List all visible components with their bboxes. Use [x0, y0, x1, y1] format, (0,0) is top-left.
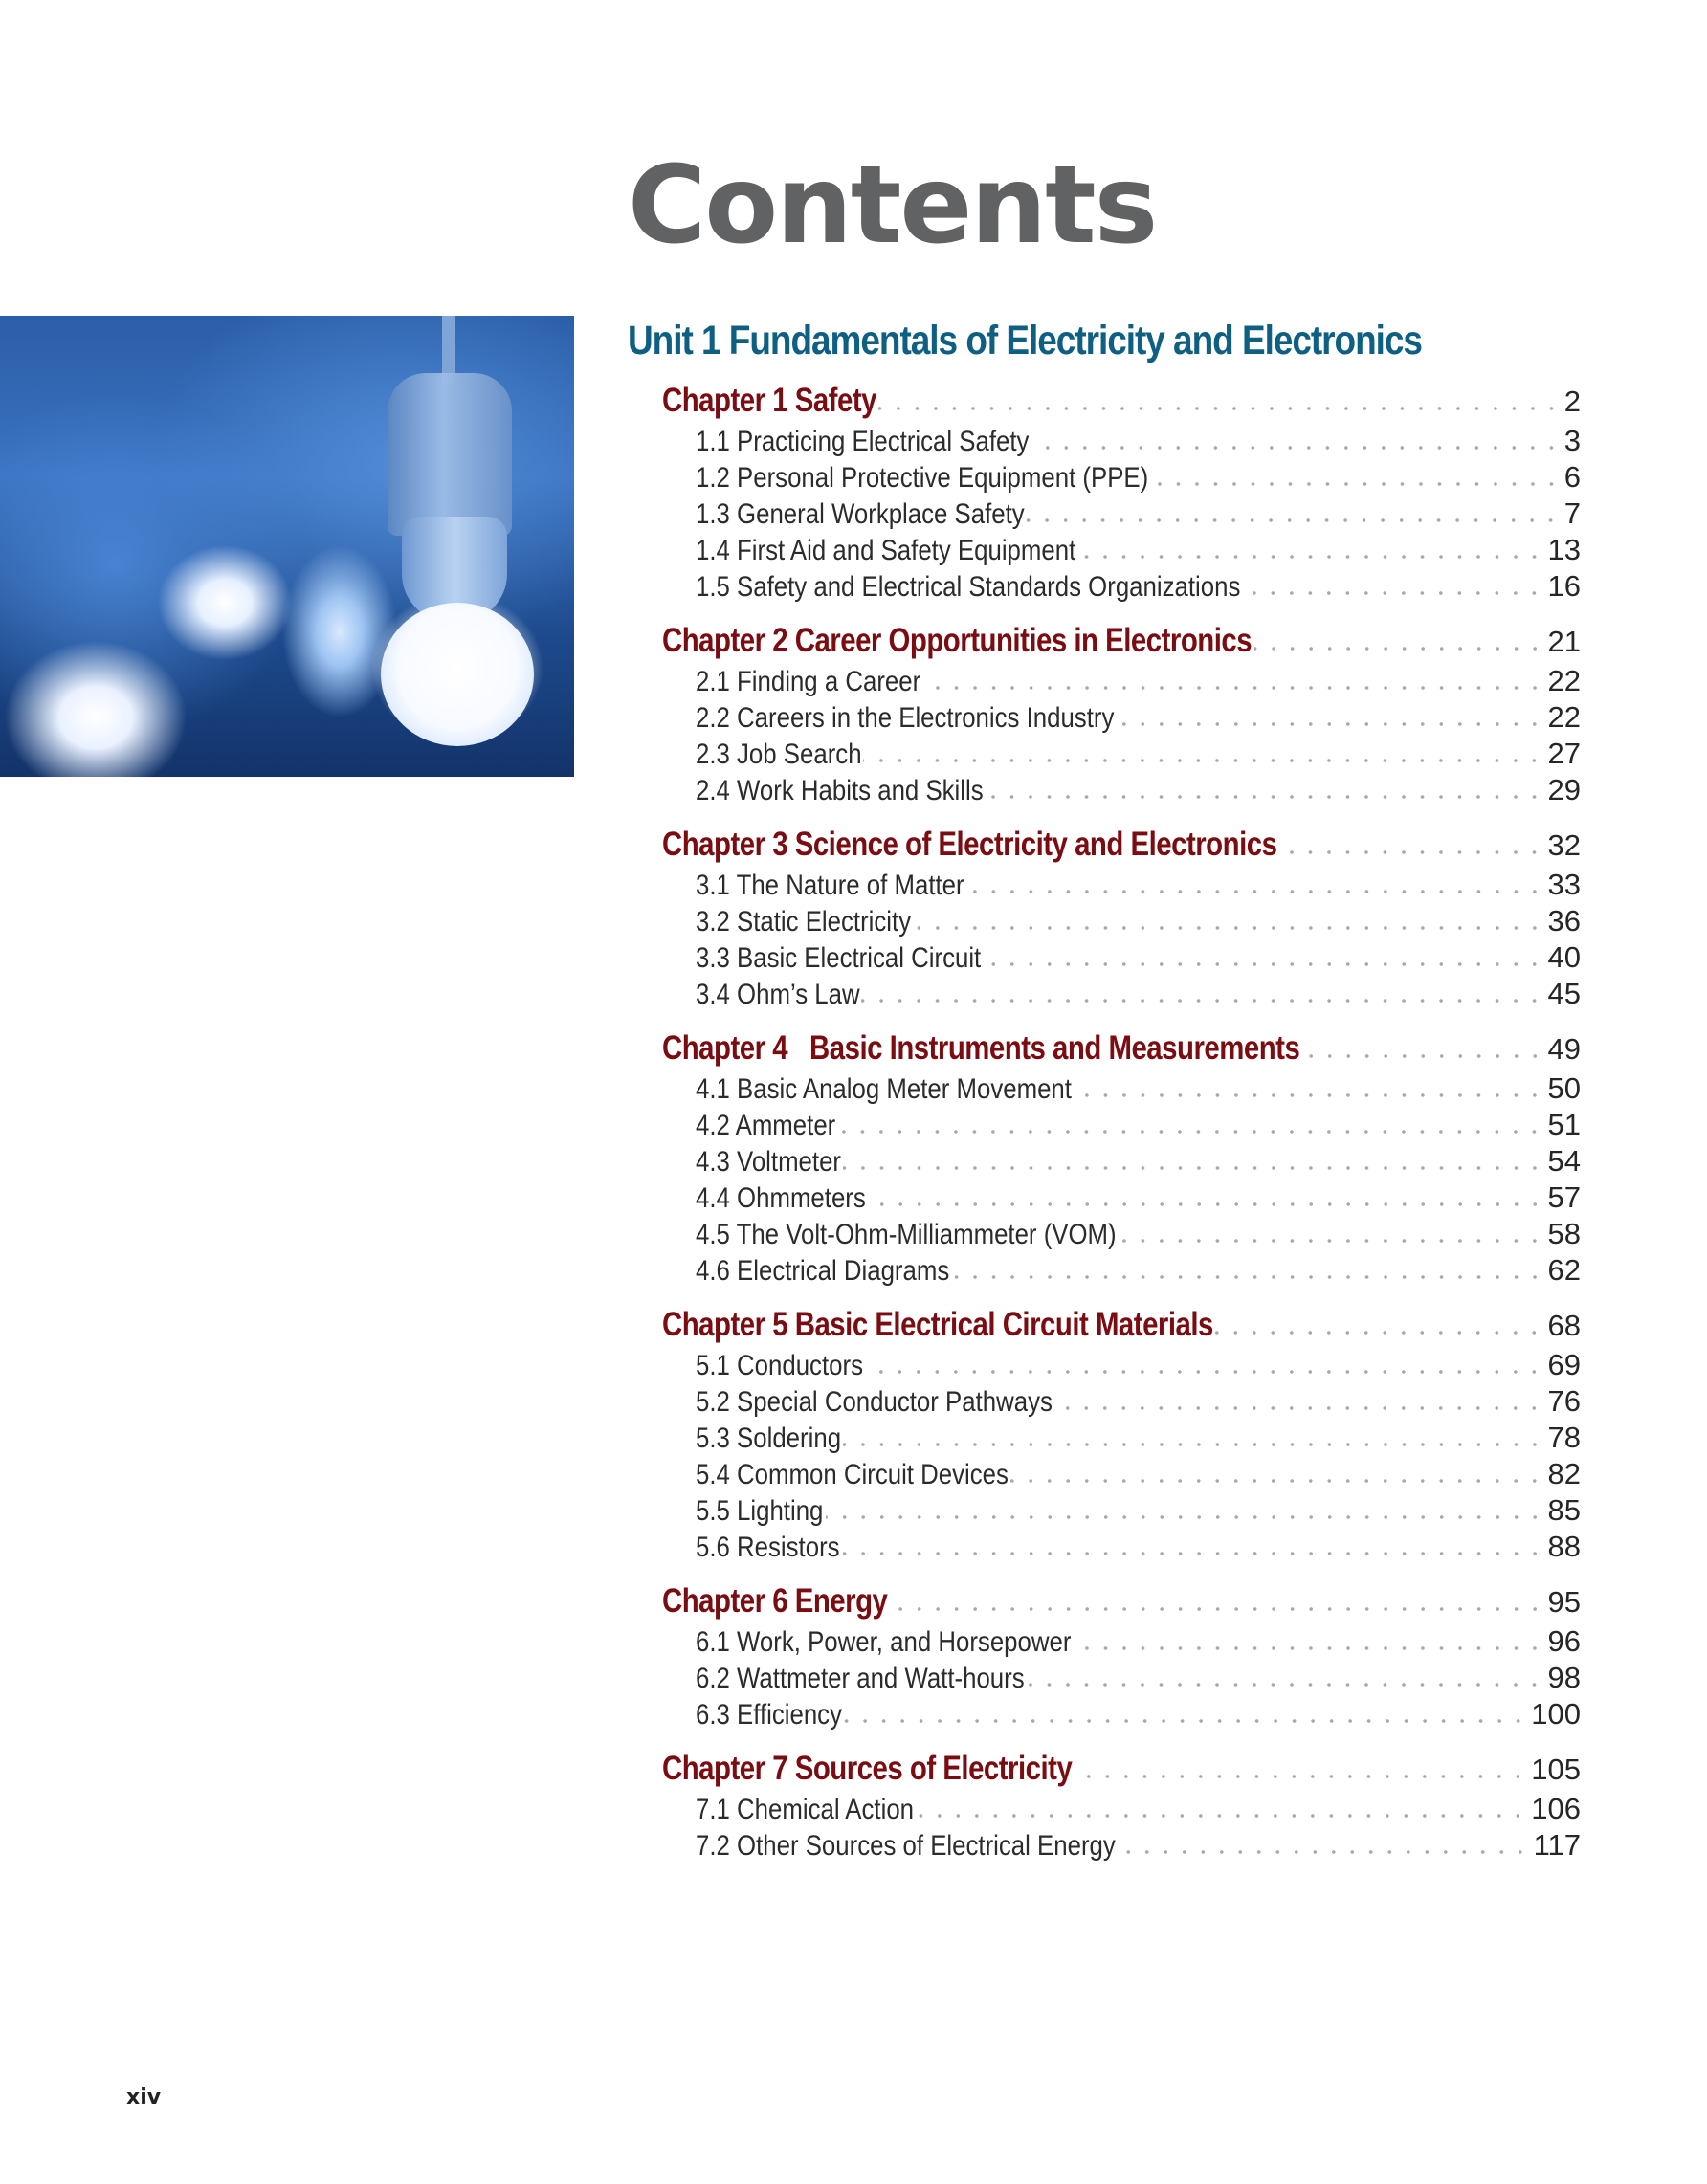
page-number: 29	[1547, 773, 1581, 806]
chapter-entry[interactable]	[662, 1026, 1581, 1070]
page-folio: xiv	[126, 2085, 162, 2109]
section-entry[interactable]	[662, 1492, 1581, 1529]
dot-leader	[843, 1166, 1544, 1170]
page-number: 78	[1547, 1421, 1581, 1454]
section-entry[interactable]	[662, 1383, 1581, 1420]
dot-leader	[1302, 1054, 1544, 1058]
page-number: 40	[1547, 940, 1581, 974]
dot-leader	[913, 926, 1544, 930]
section-title: 6.1 Work, Power, and Horsepower	[696, 1626, 1072, 1658]
dot-leader	[952, 1275, 1544, 1279]
chapter-entry[interactable]	[662, 379, 1581, 423]
dot-leader	[890, 1607, 1544, 1611]
section-title: 1.3 General Workplace Safety	[696, 498, 1025, 530]
page-number: 32	[1547, 828, 1581, 862]
page-number: 2	[1563, 385, 1581, 418]
section-title: 4.2 Ammeter	[696, 1110, 836, 1141]
section-entry[interactable]	[662, 939, 1581, 976]
table-of-contents	[662, 379, 1581, 1864]
page-number: 49	[1547, 1032, 1581, 1066]
page-number: 85	[1547, 1493, 1581, 1527]
page-number: 54	[1547, 1144, 1581, 1178]
dot-leader	[863, 759, 1543, 762]
dot-leader	[865, 1370, 1543, 1374]
dot-leader	[1074, 1093, 1544, 1097]
section-entry[interactable]	[662, 1660, 1581, 1696]
section-title: 2.3 Job Search	[696, 739, 862, 770]
dot-leader	[826, 1515, 1544, 1519]
bulb-glow-shape	[381, 603, 534, 746]
dot-leader	[1077, 555, 1543, 559]
dot-leader	[1031, 446, 1561, 450]
page-number: 96	[1547, 1624, 1581, 1658]
section-title: 4.1 Basic Analog Meter Movement	[696, 1073, 1072, 1105]
chapter-4	[662, 1026, 1581, 1289]
chapter-title: Chapter 2 Career Opportunities in Electronics	[662, 622, 1253, 659]
dot-leader	[842, 1552, 1544, 1555]
section-title: 5.6 Resistors	[696, 1532, 840, 1563]
page-number: 57	[1547, 1180, 1581, 1214]
dot-leader	[1214, 1331, 1543, 1335]
chapter-7	[662, 1747, 1581, 1864]
dot-leader	[1116, 722, 1544, 726]
page-number: 7	[1563, 496, 1581, 530]
dot-leader	[966, 890, 1544, 893]
section-entry[interactable]	[662, 1791, 1581, 1827]
section-entry[interactable]	[662, 663, 1581, 699]
section-entry[interactable]	[662, 496, 1581, 532]
section-entry[interactable]	[662, 976, 1581, 1012]
section-title: 1.1 Practicing Electrical Safety	[696, 426, 1030, 457]
page-number: 33	[1547, 868, 1581, 901]
section-entry[interactable]	[662, 1216, 1581, 1252]
dot-leader	[1026, 518, 1560, 522]
page-number: 27	[1547, 737, 1581, 770]
section-entry[interactable]	[662, 1107, 1581, 1143]
page-number: 88	[1547, 1530, 1581, 1563]
dot-leader	[844, 1719, 1527, 1723]
chapter-title: Chapter 3 Science of Electricity and Electronics	[662, 826, 1277, 863]
dot-leader	[878, 407, 1561, 410]
page-number: 22	[1547, 664, 1581, 697]
section-entry[interactable]	[662, 736, 1581, 772]
chapter-5	[662, 1303, 1581, 1565]
page-number: 98	[1547, 1661, 1581, 1694]
section-title: 3.3 Basic Electrical Circuit	[696, 942, 982, 974]
dot-leader	[1278, 850, 1543, 854]
dot-leader	[843, 1443, 1544, 1446]
section-title: 3.2 Static Electricity	[696, 906, 912, 938]
chapter-title: Chapter 7 Sources of Electricity	[662, 1750, 1073, 1787]
dot-leader	[1074, 1646, 1544, 1650]
page-number: 82	[1547, 1457, 1581, 1490]
page-number: 95	[1547, 1585, 1581, 1619]
section-entry[interactable]	[662, 1623, 1581, 1660]
section-entry[interactable]	[662, 1456, 1581, 1492]
section-entry[interactable]	[662, 903, 1581, 939]
light-bulbs-photo	[0, 316, 574, 777]
dot-leader	[1118, 1850, 1530, 1854]
page-number: 106	[1531, 1792, 1581, 1825]
chapter-1	[662, 379, 1581, 605]
dot-leader	[1026, 1683, 1543, 1687]
section-title: 6.3 Efficiency	[696, 1699, 842, 1731]
dot-leader	[868, 1202, 1544, 1206]
page-number: 45	[1547, 977, 1581, 1010]
dot-leader	[1242, 591, 1543, 595]
chapter-title: Chapter 1 Safety	[662, 382, 876, 419]
section-title: 5.1 Conductors	[696, 1350, 863, 1381]
page-title: Contents	[628, 143, 1157, 268]
dot-leader	[916, 1814, 1527, 1818]
section-title: 2.1 Finding a Career	[696, 666, 921, 697]
section-title: 3.4 Ohm’s Law	[696, 979, 860, 1010]
dot-leader	[922, 686, 1544, 690]
section-entry[interactable]	[662, 1827, 1581, 1864]
page-number: 58	[1547, 1217, 1581, 1250]
page-number: 50	[1547, 1071, 1581, 1105]
section-title: 7.2 Other Sources of Electrical Energy	[696, 1830, 1116, 1862]
page-number: 117	[1533, 1828, 1581, 1862]
chapter-6	[662, 1579, 1581, 1732]
section-title: 2.2 Careers in the Electronics Industry	[696, 702, 1115, 734]
page-number: 16	[1547, 569, 1581, 603]
section-title: 4.6 Electrical Diagrams	[696, 1255, 950, 1287]
dot-leader	[983, 962, 1544, 966]
section-entry[interactable]	[662, 1529, 1581, 1565]
section-title: 4.4 Ohmmeters	[696, 1182, 866, 1214]
section-entry[interactable]	[662, 1070, 1581, 1107]
section-entry[interactable]	[662, 1696, 1581, 1732]
page-number: 21	[1547, 625, 1581, 658]
chapter-title: Chapter 5 Basic Electrical Circuit Materials	[662, 1306, 1213, 1343]
dot-leader	[861, 999, 1543, 1003]
section-entry[interactable]	[662, 1180, 1581, 1216]
section-title: 4.5 The Volt-Ohm-Milliammeter (VOM)	[696, 1219, 1117, 1250]
section-title: 5.2 Special Conductor Pathways	[696, 1386, 1053, 1418]
page-number: 105	[1531, 1753, 1581, 1786]
section-entry[interactable]	[662, 532, 1581, 568]
page-number: 36	[1547, 904, 1581, 938]
dot-leader	[1119, 1239, 1544, 1243]
section-entry[interactable]	[662, 772, 1581, 808]
section-title: 5.3 Soldering	[696, 1423, 842, 1454]
chapter-entry[interactable]	[662, 1303, 1581, 1347]
dot-leader	[1010, 1479, 1543, 1483]
section-title: 1.4 First Aid and Safety Equipment	[696, 535, 1076, 566]
page-number: 76	[1547, 1384, 1581, 1418]
page-number: 22	[1547, 700, 1581, 734]
section-title: 7.1 Chemical Action	[696, 1794, 915, 1825]
section-entry[interactable]	[662, 459, 1581, 496]
chapter-title: Chapter 4 Basic Instruments and Measurements	[662, 1029, 1300, 1067]
chapter-entry[interactable]	[662, 1579, 1581, 1623]
page-number: 3	[1563, 424, 1581, 457]
section-title: 4.3 Voltmeter	[696, 1146, 842, 1178]
section-entry[interactable]	[662, 1347, 1581, 1383]
dot-leader	[1151, 482, 1561, 486]
chapter-2	[662, 619, 1581, 808]
dot-leader	[1053, 1406, 1543, 1410]
dot-leader	[1254, 647, 1544, 651]
page-number: 68	[1547, 1309, 1581, 1342]
section-title: 6.2 Wattmeter and Watt-hours	[696, 1663, 1025, 1694]
dot-leader	[985, 795, 1543, 799]
chapter-3	[662, 823, 1581, 1012]
section-title: 1.5 Safety and Electrical Standards Organizations	[696, 571, 1241, 603]
chapter-title: Chapter 6 Energy	[662, 1582, 888, 1620]
section-entry[interactable]	[662, 1143, 1581, 1180]
page-number: 69	[1547, 1348, 1581, 1381]
unit-heading: Unit 1 Fundamentals of Electricity and Electronics	[628, 318, 1422, 364]
page-number: 100	[1531, 1697, 1581, 1731]
section-entry[interactable]	[662, 699, 1581, 736]
page-number: 51	[1547, 1108, 1581, 1141]
page-number: 6	[1563, 460, 1581, 494]
page-number: 13	[1547, 533, 1581, 566]
bulb-socket-shape	[388, 373, 512, 536]
section-entry[interactable]	[662, 568, 1581, 605]
section-entry[interactable]	[662, 1420, 1581, 1456]
dot-leader	[1074, 1775, 1527, 1778]
dot-leader	[837, 1130, 1543, 1134]
section-entry[interactable]	[662, 1252, 1581, 1289]
section-entry[interactable]	[662, 867, 1581, 903]
section-entry[interactable]	[662, 423, 1581, 459]
chapter-entry[interactable]	[662, 619, 1581, 663]
section-title: 5.4 Common Circuit Devices	[696, 1459, 1009, 1490]
chapter-entry[interactable]	[662, 1747, 1581, 1791]
chapter-entry[interactable]	[662, 823, 1581, 867]
page-number: 62	[1547, 1253, 1581, 1287]
section-title: 1.2 Personal Protective Equipment (PPE)	[696, 462, 1149, 494]
section-title: 3.1 The Nature of Matter	[696, 870, 964, 901]
section-title: 2.4 Work Habits and Skills	[696, 775, 984, 806]
section-title: 5.5 Lighting	[696, 1495, 824, 1527]
